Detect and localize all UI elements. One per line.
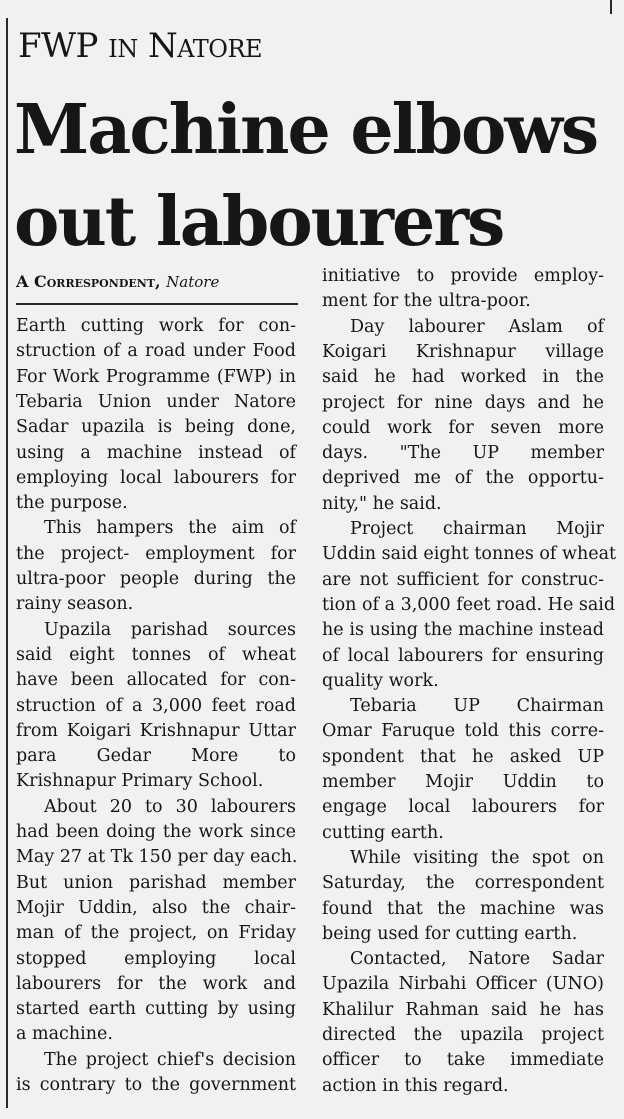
article-text-line: tion of a 3,000 feet road. He said (322, 594, 616, 615)
article-text-line: of local labourers for ensuring (322, 645, 604, 666)
article-text-line: had been doing the work since (16, 822, 296, 842)
article-text-line: started earth cutting by using (16, 999, 296, 1020)
article-text-line: Koigari Krishnapur village (322, 341, 604, 362)
byline-rule (16, 303, 298, 305)
article-text-line: rainy season. (16, 594, 134, 615)
article-text-line: spondent that he asked UP (322, 746, 604, 767)
article-text-line: the project- employment for (16, 543, 296, 564)
article-text-line: nity," he said. (322, 493, 442, 514)
article-text-line: Uddin said eight tonnes of wheat (322, 544, 617, 565)
article-text-line: para Gedar More to (16, 746, 296, 767)
article-text-line: stopped employing local (16, 948, 296, 969)
article-text-line: labourers for the work and (16, 973, 296, 994)
article-text-line: Tebaria UP Chairman (350, 696, 604, 717)
article-text-line: are not sufficient for construc- (322, 569, 604, 590)
article-text-line: could work for seven more (322, 417, 604, 438)
headline (14, 84, 614, 268)
article-text-line: found that the machine was (322, 898, 604, 919)
article-text-line: days. "The UP member (322, 443, 604, 464)
article-text-line: have been allocated for con- (16, 670, 296, 691)
article-text-line: said he had worked in the (322, 367, 604, 388)
headline-line-1: Machine elbows (14, 90, 598, 170)
article-text-line: This hampers the aim of (44, 518, 296, 539)
article-text-line: Contacted, Natore Sadar (350, 949, 604, 970)
article-text-line: Mojir Uddin, also the chair- (16, 897, 296, 918)
article-text-line: struction of a road under Food (16, 341, 296, 362)
article-text-line: being used for cutting earth. (322, 923, 578, 944)
article-text-line: ment for the ultra-poor. (322, 291, 531, 312)
article-text-line: Upazila Nirbahi Officer (UNO) (322, 974, 604, 995)
article-text-line: is contrary to the government (16, 1075, 296, 1095)
article-text-line: he is using the machine instead (322, 620, 604, 641)
article-text-line: member Mojir Uddin to (322, 772, 604, 792)
article-text-line: struction of a 3,000 feet road (16, 695, 296, 716)
headline-line-2: out labourers (14, 182, 504, 262)
article-text-line: project for nine days and he (322, 392, 604, 413)
article-text-line: engage local labourers for (322, 797, 604, 818)
kicker-text: FWP in Natore (18, 26, 263, 66)
byline (16, 270, 219, 294)
article-text-line: cutting earth. (322, 822, 444, 843)
article-text-line: Day labourer Aslam of (350, 316, 604, 337)
article-text-line: deprived me of the opportu- (322, 468, 604, 489)
right-column-rule (610, 0, 612, 14)
article-text-line: Krishnapur Primary School. (16, 771, 264, 792)
article-text-line: action in this regard. (322, 1075, 509, 1096)
article-text-line: For Work Programme (FWP) in (16, 366, 296, 387)
left-column-rule (6, 18, 8, 1108)
article-text-line: said eight tonnes of wheat (16, 644, 296, 665)
byline-place: Natore (166, 273, 220, 291)
article-text-line: initiative to provide employ- (322, 266, 604, 286)
article-text-line: May 27 at Tk 150 per day each. (16, 847, 298, 868)
article-text-line: Saturday, the correspondent (322, 873, 604, 894)
article-text-line: Tebaria Union under Natore (16, 391, 296, 412)
article-text-line: directed the upazila project (322, 1025, 604, 1045)
kicker (18, 26, 262, 66)
article-text-line: the purpose. (16, 493, 128, 514)
article-text-line: officer to take immediate (322, 1050, 604, 1071)
article-text-line: Omar Faruque told this corre- (322, 721, 604, 742)
article-text-line: man of the project, on Friday (16, 923, 296, 944)
article-text-line: from Koigari Krishnapur Uttar (16, 720, 296, 741)
article-text-line: Project chairman Mojir (350, 519, 604, 539)
article-text-line: Khalilur Rahman said he has (322, 999, 604, 1020)
article-text-line: Sadar upazila is being done, (16, 417, 296, 438)
article-text-line: The project chief's decision (44, 1049, 296, 1070)
article-text-line: a machine. (16, 1024, 113, 1045)
byline-author: A Correspondent, (16, 272, 161, 291)
article-text-line: employing local labourers for (16, 467, 296, 488)
article-text-line: While visiting the spot on (350, 847, 604, 868)
article-text-line: But union parishad member (16, 872, 296, 893)
article-text-line: quality work. (322, 670, 439, 691)
article-text-line: ultra-poor people during the (16, 569, 296, 589)
article-text-line: Upazila parishad sources (44, 619, 296, 640)
article-text-line: About 20 to 30 labourers (44, 796, 296, 817)
article-text-line: using a machine instead of (16, 442, 296, 463)
article-text-line: Earth cutting work for con- (16, 316, 296, 336)
